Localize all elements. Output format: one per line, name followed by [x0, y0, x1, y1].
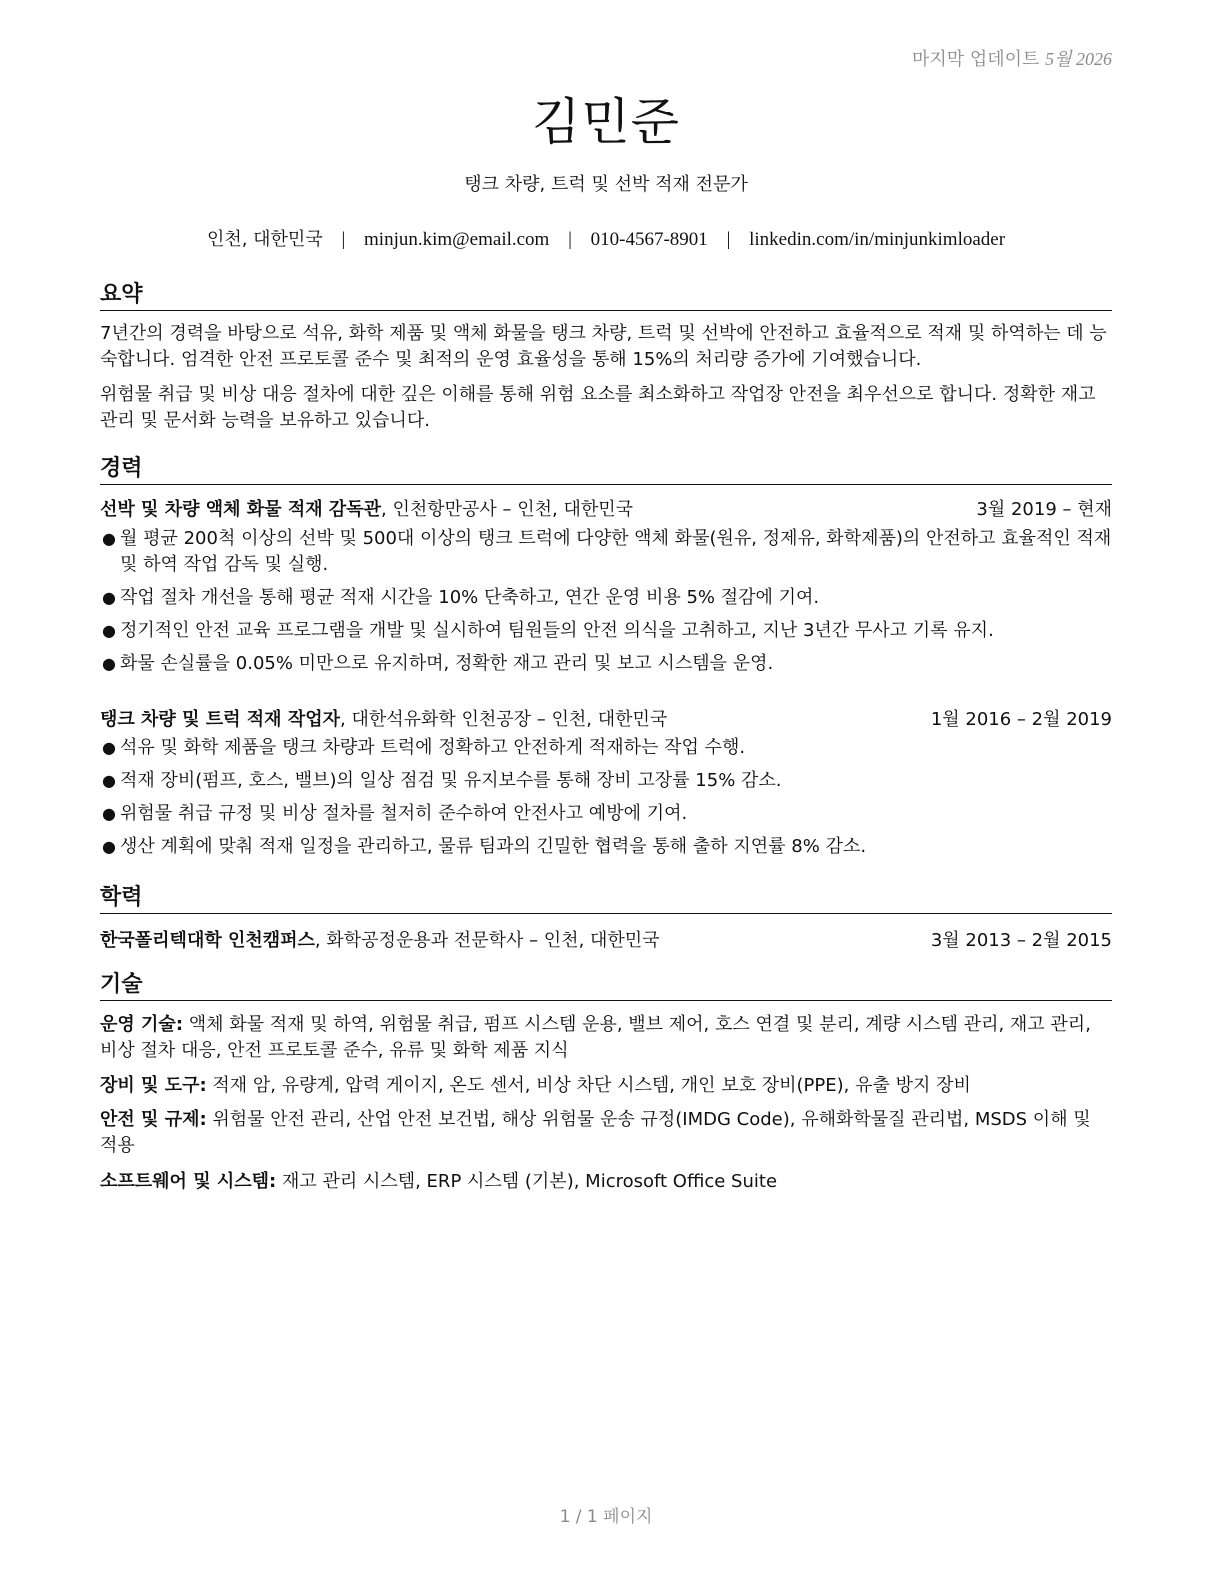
bullet-icon: ● [102, 738, 116, 757]
skill-text: 재고 관리 시스템, ERP 시스템 (기본), Microsoft Office Suite [276, 1171, 778, 1192]
job-role: 선박 및 차량 액체 화물 적재 감독관 [100, 499, 382, 520]
job-bullets [100, 526, 1112, 684]
education-school: 한국폴리텍대학 인천캠퍼스 [100, 930, 315, 951]
list-item [100, 735, 1112, 761]
list-item [100, 585, 1112, 611]
summary-paragraph: 위험물 취급 및 비상 대응 절차에 대한 깊은 이해를 통해 위험 요소를 최소화하고 작업장 안전을 최우선으로 합니다. 정확한 재고 관리 및 문서화 능력을 보유하고 있습니다. [100, 384, 1096, 431]
page-footer: 1 / 1 페이지 [559, 1507, 653, 1527]
skill-line [100, 1107, 1112, 1159]
bullet-text: 월 평균 200척 이상의 선박 및 500대 이상의 탱크 트럭에 다양한 액체 화물(원유, 정제유, 화학제품)의 안전하고 효율적인 적재 및 하역 작업 감독 및 실행. [120, 528, 1112, 575]
last-updated-date: 5월 2026 [1045, 49, 1112, 69]
contact-phone[interactable]: 010-4567-8901 [590, 229, 708, 250]
contact-separator: | [726, 229, 731, 250]
candidate-name: 김민준 [532, 93, 680, 151]
job-header [100, 705, 1112, 731]
job-org: , 대한석유화학 인천공장 – 인천, 대한민국 [340, 709, 668, 730]
job-role: 탱크 차량 및 트럭 적재 작업자 [100, 709, 340, 730]
skill-line [100, 1073, 1112, 1099]
bullet-text: 생산 계획에 맞춰 적재 일정을 관리하고, 물류 팀과의 긴밀한 협력을 통해 출하 지연률 8% 감소. [120, 836, 867, 857]
summary-paragraph: 7년간의 경력을 바탕으로 석유, 화학 제품 및 액체 화물을 탱크 차량, 트럭 및 선박에 안전하고 효율적으로 적재 및 하역하는 데 능숙합니다. 엄격한 안전 프로토콜 준수 및 최적의 운영 효율성을 통해 15%의 처리량 증가에 기여했습니다. [100, 323, 1107, 370]
list-item [100, 526, 1112, 578]
contact-line [100, 225, 1112, 251]
contact-email[interactable]: minjun.kim@email.com [364, 229, 550, 250]
bullet-icon: ● [102, 837, 116, 856]
contact-separator: | [341, 229, 346, 250]
bullet-icon: ● [102, 588, 116, 607]
skill-text: 액체 화물 적재 및 하역, 위험물 취급, 펌프 시스템 운용, 밸브 제어, 호스 연결 및 분리, 계량 시스템 관리, 재고 관리, 비상 절차 대응, 안전 프로토콜 준수, 유류 및 화학 제품 지식 [100, 1014, 1091, 1061]
list-item [100, 801, 1112, 827]
education-detail: , 화학공정운용과 전문학사 – 인천, 대한민국 [314, 930, 660, 951]
list-item [100, 651, 1112, 677]
bullet-icon: ● [102, 654, 116, 673]
bullet-icon: ● [102, 804, 116, 823]
bullet-icon: ● [102, 621, 116, 640]
education-entry [100, 926, 1112, 952]
resume-page [100, 0, 1112, 1584]
job-header [100, 495, 1112, 521]
job-org: , 인천항만공사 – 인천, 대한민국 [381, 499, 634, 520]
contact-location: 인천, 대한민국 [206, 229, 323, 250]
bullet-icon: ● [102, 529, 116, 548]
bullet-text: 작업 절차 개선을 통해 평균 적재 시간을 10% 단축하고, 연간 운영 비용 5% 절감에 기여. [120, 587, 820, 608]
bullet-text: 정기적인 안전 교육 프로그램을 개발 및 실시하여 팀원들의 안전 의식을 고취하고, 지난 3년간 무사고 기록 유지. [120, 620, 994, 641]
skill-label: 안전 및 규제: [100, 1109, 207, 1130]
bullet-text: 석유 및 화학 제품을 탱크 차량과 트럭에 정확하고 안전하게 적재하는 작업 수행. [120, 737, 746, 758]
skill-text: 위험물 안전 관리, 산업 안전 보건법, 해상 위험물 운송 규정(IMDG Code), 유해화학물질 관리법, MSDS 이해 및 적용 [100, 1109, 1091, 1156]
skill-line [100, 1169, 1112, 1195]
last-updated-label: 마지막 업데이트 [911, 49, 1040, 70]
skill-label: 장비 및 도구: [100, 1075, 207, 1096]
job-date: 3월 2019 – 현재 [976, 499, 1112, 520]
section-title-education: 학력 [100, 880, 1112, 914]
last-updated [912, 45, 1112, 71]
candidate-headline: 탱크 차량, 트럭 및 선박 적재 전문가 [464, 174, 748, 195]
section-title-summary: 요약 [100, 277, 1112, 311]
skill-text: 적재 암, 유량계, 압력 게이지, 온도 센서, 비상 차단 시스템, 개인 보호 장비(PPE), 유출 방지 장비 [206, 1075, 971, 1096]
list-item [100, 618, 1112, 644]
list-item [100, 834, 1112, 860]
bullet-text: 위험물 취급 규정 및 비상 절차를 철저히 준수하여 안전사고 예방에 기여. [120, 803, 688, 824]
education-date: 3월 2013 – 2월 2015 [930, 930, 1112, 951]
section-title-skills: 기술 [100, 967, 1112, 1001]
skill-line [100, 1012, 1112, 1064]
contact-linkedin[interactable]: linkedin.com/in/minjunkimloader [749, 229, 1006, 250]
section-title-experience: 경력 [100, 451, 1112, 485]
skill-label: 운영 기술: [100, 1014, 184, 1035]
contact-separator: | [568, 229, 572, 250]
skill-label: 소프트웨어 및 시스템: [100, 1171, 277, 1192]
list-item [100, 768, 1112, 794]
bullet-text: 화물 손실률을 0.05% 미만으로 유지하며, 정확한 재고 관리 및 보고 시스템을 운영. [120, 653, 774, 674]
job-bullets [100, 735, 1112, 867]
job-date: 1월 2016 – 2월 2019 [930, 709, 1112, 730]
bullet-icon: ● [102, 771, 116, 790]
bullet-text: 적재 장비(펌프, 호스, 밸브)의 일상 점검 및 유지보수를 통해 장비 고장률 15% 감소. [120, 770, 782, 791]
